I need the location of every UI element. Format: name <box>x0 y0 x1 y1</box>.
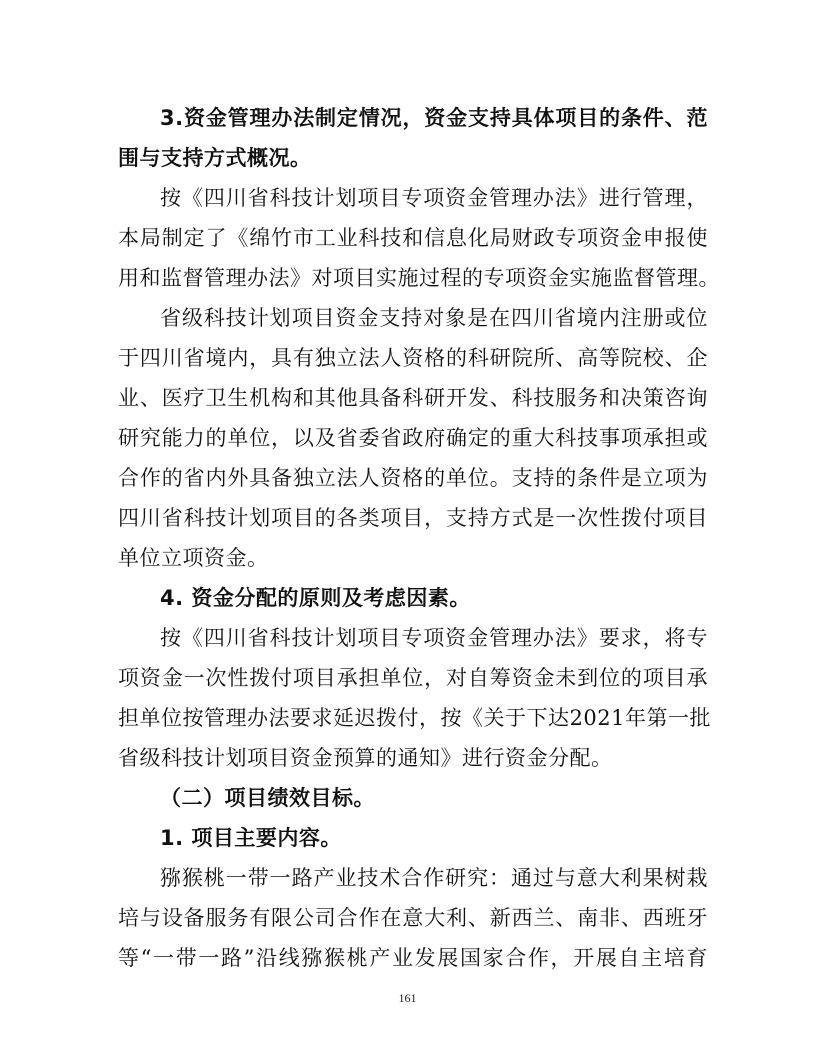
paragraph-line: 担单位按管理办法要求延迟拨付，按《关于下达2021年第一批 <box>118 706 711 730</box>
paragraph-line: 合作的省内外具备独立法人资格的单位。支持的条件是立项为 <box>118 466 708 490</box>
paragraph-line: 省级科技计划项目资金预算的通知》进行资金分配。 <box>118 746 613 770</box>
paragraph-line: 单位立项资金。 <box>118 546 269 570</box>
paragraph-line: 于四川省境内，具有独立法人资格的科研院所、高等院校、企 <box>118 346 708 370</box>
paragraph-line: 研究能力的单位，以及省委省政府确定的重大科技事项承担或 <box>118 426 708 450</box>
paragraph-line: 培与设备服务有限公司合作在意大利、新西兰、南非、西班牙 <box>118 906 708 930</box>
paragraph-line: 省级科技计划项目资金支持对象是在四川省境内注册或位 <box>160 306 708 330</box>
paragraph-line: 业、医疗卫生机构和其他具备科研开发、科技服务和决策咨询 <box>118 386 708 410</box>
paragraph-line: 按《四川省科技计划项目专项资金管理办法》要求，将专 <box>160 626 708 650</box>
paragraph-line: 按《四川省科技计划项目专项资金管理办法》进行管理， <box>160 186 708 210</box>
paragraph-line: 用和监督管理办法》对项目实施过程的专项资金实施监督管理。 <box>118 266 720 290</box>
subsection-heading-1: 1. 项目主要内容。 <box>160 826 342 850</box>
section-heading-3: 3.资金管理办法制定情况，资金支持具体项目的条件、范 <box>160 106 708 130</box>
paragraph-line: 四川省科技计划项目的各类项目，支持方式是一次性拨付项目 <box>118 506 708 530</box>
page-number: 161 <box>398 991 417 1005</box>
paragraph-line: 猕猴桃一带一路产业技术合作研究：通过与意大利果树栽 <box>160 866 708 890</box>
paragraph-line: 等“一带一路”沿线猕猴桃产业发展国家合作，开展自主培育 <box>118 946 708 970</box>
section-heading-4: 4. 资金分配的原则及考虑因素。 <box>160 586 471 610</box>
section-heading-3-continued: 围与支持方式概况。 <box>118 146 312 170</box>
section-heading-2: （二）项目绩效目标。 <box>160 786 375 810</box>
paragraph-line: 本局制定了《绵竹市工业科技和信息化局财政专项资金申报使 <box>118 226 708 250</box>
paragraph-line: 项资金一次性拨付项目承担单位，对自筹资金未到位的项目承 <box>118 666 708 690</box>
